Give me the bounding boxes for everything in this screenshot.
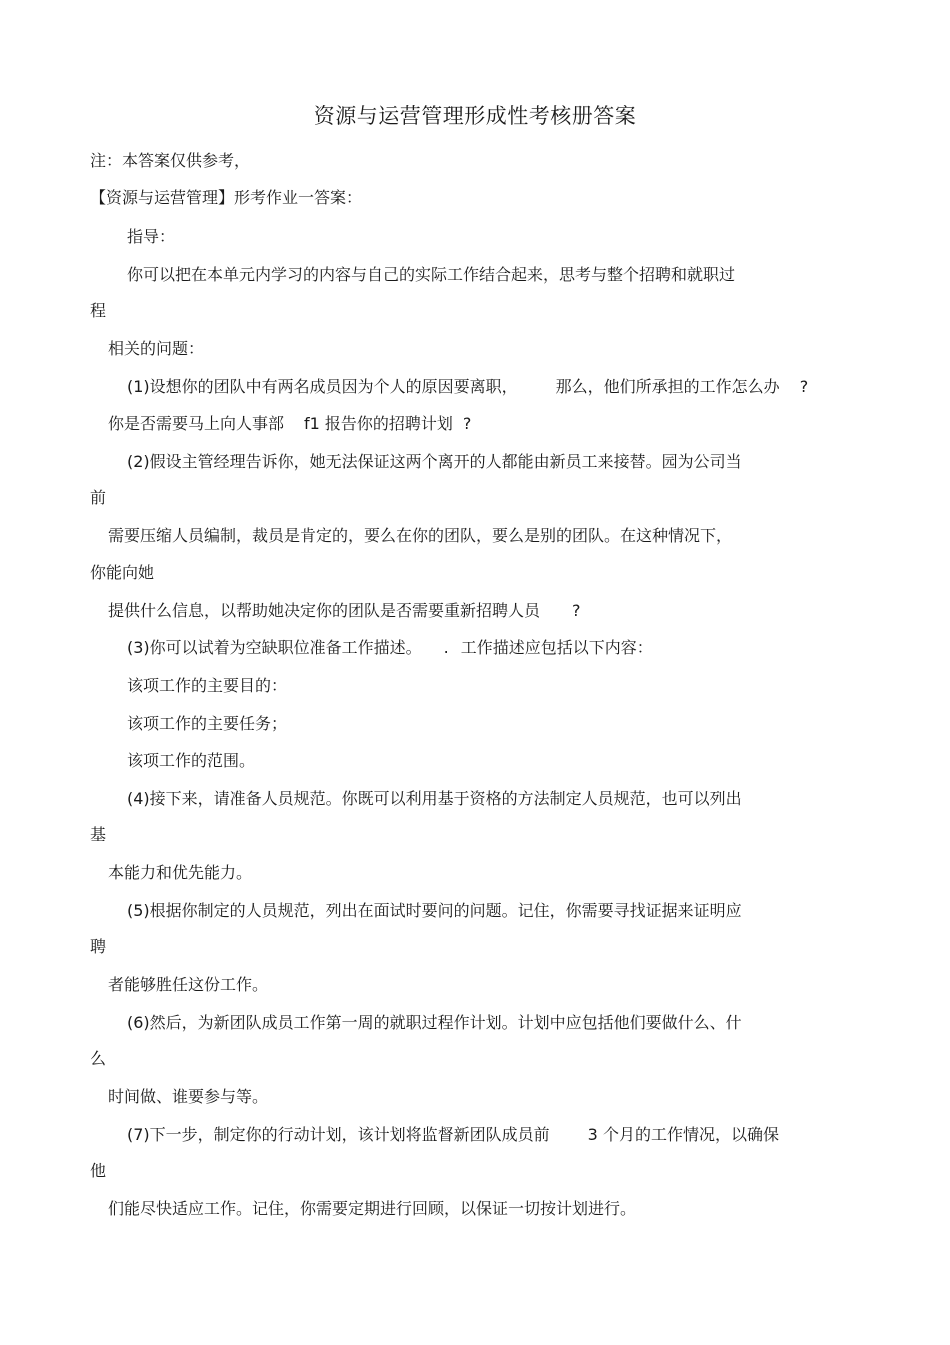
q7-line-1	[127, 1124, 779, 1146]
q3-line-1c: 工作描述应包括以下内容：	[460, 638, 653, 657]
document-title: 资源与运营管理形成性考核册答案	[313, 104, 637, 128]
q3-line-1b: .	[443, 638, 449, 657]
q3-item-1: 该项工作的主要目的：	[127, 676, 288, 695]
q5-line-1: (5)根据你制定的人员规范，列出在面试时要问的问题。记住，你需要寻找证据来证明应	[127, 901, 742, 920]
q6-line-3: 时间做、谁要参与等。	[108, 1087, 269, 1106]
note-line: 注：本答案仅供参考，	[90, 151, 251, 170]
q4-line-1: (4)接下来，请准备人员规范。你既可以利用基于资格的方法制定人员规范，也可以列出	[127, 789, 742, 808]
intro-line-3: 相关的问题：	[108, 339, 205, 358]
q7-line-2: 他	[90, 1161, 107, 1180]
intro-line-1: 你可以把在本单元内学习的内容与自己的实际工作结合起来，思考与整个招聘和就职过	[127, 265, 736, 284]
q1-line-1c: ?	[799, 377, 809, 396]
q2-line-3: 需要压缩人员编制，裁员是肯定的，要么在你的团队，要么是别的团队。在这种情况下，	[108, 526, 733, 545]
intro-line-2: 程	[90, 301, 107, 320]
q2-line-5	[108, 600, 581, 622]
q4-line-3: 本能力和优先能力。	[108, 863, 253, 882]
q2-line-5b: ?	[572, 601, 581, 620]
q6-line-2: 么	[90, 1049, 107, 1068]
q2-line-2: 前	[90, 488, 107, 507]
q3-item-3: 该项工作的范围。	[127, 751, 256, 770]
q1-line-2a: 你是否需要马上向人事部	[108, 414, 285, 433]
section-heading: 【资源与运营管理】形考作业一答案：	[90, 188, 363, 207]
q1-line-1	[127, 376, 808, 398]
q1-line-2	[108, 413, 471, 435]
q7-line-1a: (7)下一步，制定你的行动计划，该计划将监督新团队成员前	[127, 1125, 550, 1144]
q1-line-1b: 那么，他们所承担的工作怎么办	[555, 377, 780, 396]
guidance-label: 指导：	[127, 227, 176, 246]
q2-line-4: 你能向她	[90, 563, 155, 582]
q1-line-2c: ?	[462, 414, 472, 433]
q3-item-2: 该项工作的主要任务；	[127, 714, 288, 733]
q7-line-3: 们能尽快适应工作。记住，你需要定期进行回顾，以保证一切按计划进行。	[108, 1199, 637, 1218]
q5-line-3: 者能够胜任这份工作。	[108, 975, 269, 994]
q6-line-1: (6)然后，为新团队成员工作第一周的就职过程作计划。计划中应包括他们要做什么、什	[127, 1013, 742, 1032]
q1-line-2b: f1 报告你的招聘计划	[304, 414, 453, 433]
q4-line-2: 基	[90, 825, 107, 844]
q1-line-1a: (1)设想你的团队中有两名成员因为个人的原因要离职，	[127, 377, 518, 396]
q3-line-1	[127, 637, 653, 659]
q3-line-1a: (3)你可以试着为空缺职位准备工作描述。	[127, 638, 422, 657]
q2-line-5a: 提供什么信息，以帮助她决定你的团队是否需要重新招聘人员	[108, 601, 541, 620]
q2-line-1: (2)假设主管经理告诉你，她无法保证这两个离开的人都能由新员工来接替。园为公司当	[127, 452, 742, 471]
q5-line-2: 聘	[90, 937, 107, 956]
q7-line-1b: 3 个月的工作情况，以确保	[587, 1125, 779, 1144]
